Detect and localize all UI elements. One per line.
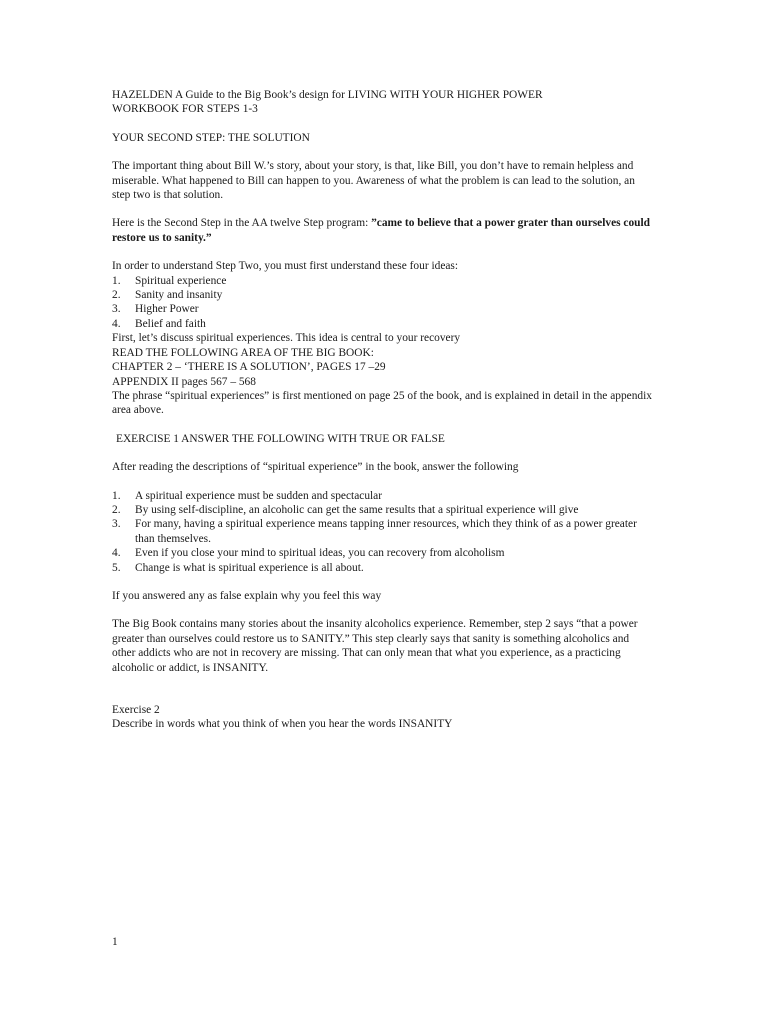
header-line-1: HAZELDEN A Guide to the Big Book’s design for LIVING WITH YOUR HIGHER POWER [112, 89, 543, 101]
header-line-2: WORKBOOK FOR STEPS 1-3 [112, 103, 258, 116]
page-number: 1 [112, 936, 118, 948]
reading-line-3: CHAPTER 2 – ‘THERE IS A SOLUTION’, PAGES 17 –29 [112, 361, 386, 374]
four-ideas-lead: In order to understand Step Two, you must first understand these four ideas: [112, 260, 459, 273]
list-item: 4. Belief and faith [112, 317, 206, 330]
reading-line-2: READ THE FOLLOWING AREA OF THE BIG BOOK: [112, 346, 374, 359]
reading-line-1: First, let’s discuss spiritual experiences. This idea is central to your recovery [112, 332, 461, 345]
reading-line-5: The phrase “spiritual experiences” is first mentioned on page 25 of the book, and is explained in detail in the appendix area above. [112, 389, 652, 417]
document-page [112, 88, 652, 732]
exercise-1-instruction: After reading the descriptions of “spiritual experience” in the book, answer the following [112, 461, 519, 474]
insanity-paragraph: The Big Book contains many stories about the insanity alcoholics experience. Remember, step 2 says “that a power greater than ourselves could restore us to SANITY.” This step clearly says that sanity is something alcoholics and other addicts who are not in recovery are missing. That can only mean that what you experience, as a practicing alcoholic or addict, is INSANITY. [112, 618, 638, 674]
list-item: 2. Sanity and insanity [112, 289, 223, 302]
exercise-2-instruction: Describe in words what you think of when you hear the words INSANITY [112, 718, 453, 731]
list-item: 3. For many, having a spiritual experience means tapping inner resources, which they think of as a power greater than themselves. [112, 518, 637, 545]
four-ideas-list [112, 274, 652, 332]
exercise-2-title: Exercise 2 [112, 704, 160, 716]
list-item: 1. A spiritual experience must be sudden and spectacular [112, 489, 383, 502]
exercise-1-followup: If you answered any as false explain why you feel this way [112, 589, 382, 602]
step-two-quote: ”came to believe that a power grater than ourselves could restore us to sanity.” [112, 217, 651, 244]
reading-line-4: APPENDIX II pages 567 – 568 [112, 375, 256, 388]
list-item: 3. Higher Power [112, 303, 199, 316]
step-two-lead: Here is the Second Step in the AA twelve Step program: [112, 217, 372, 230]
exercise-1-list [112, 489, 652, 575]
step-two-paragraph [112, 216, 652, 245]
intro-paragraph: The important thing about Bill W.’s story, about your story, is that, like Bill, you don’t have to remain helpless and miserable. What happened to Bill can happen to you. Awareness of what the problem is can lead to the solution, an step two is that solution. [112, 160, 635, 202]
exercise-1-title: EXERCISE 1 ANSWER THE FOLLOWING WITH TRUE OR FALSE [116, 432, 445, 445]
list-item: 4. Even if you close your mind to spiritual ideas, you can recovery from alcoholism [112, 547, 505, 560]
section-title: YOUR SECOND STEP: THE SOLUTION [112, 131, 310, 144]
list-item: 5. Change is what is spiritual experience is all about. [112, 561, 364, 574]
list-item: 1. Spiritual experience [112, 274, 227, 287]
list-item: 2. By using self-discipline, an alcoholic can get the same results that a spiritual experience will give [112, 503, 579, 516]
